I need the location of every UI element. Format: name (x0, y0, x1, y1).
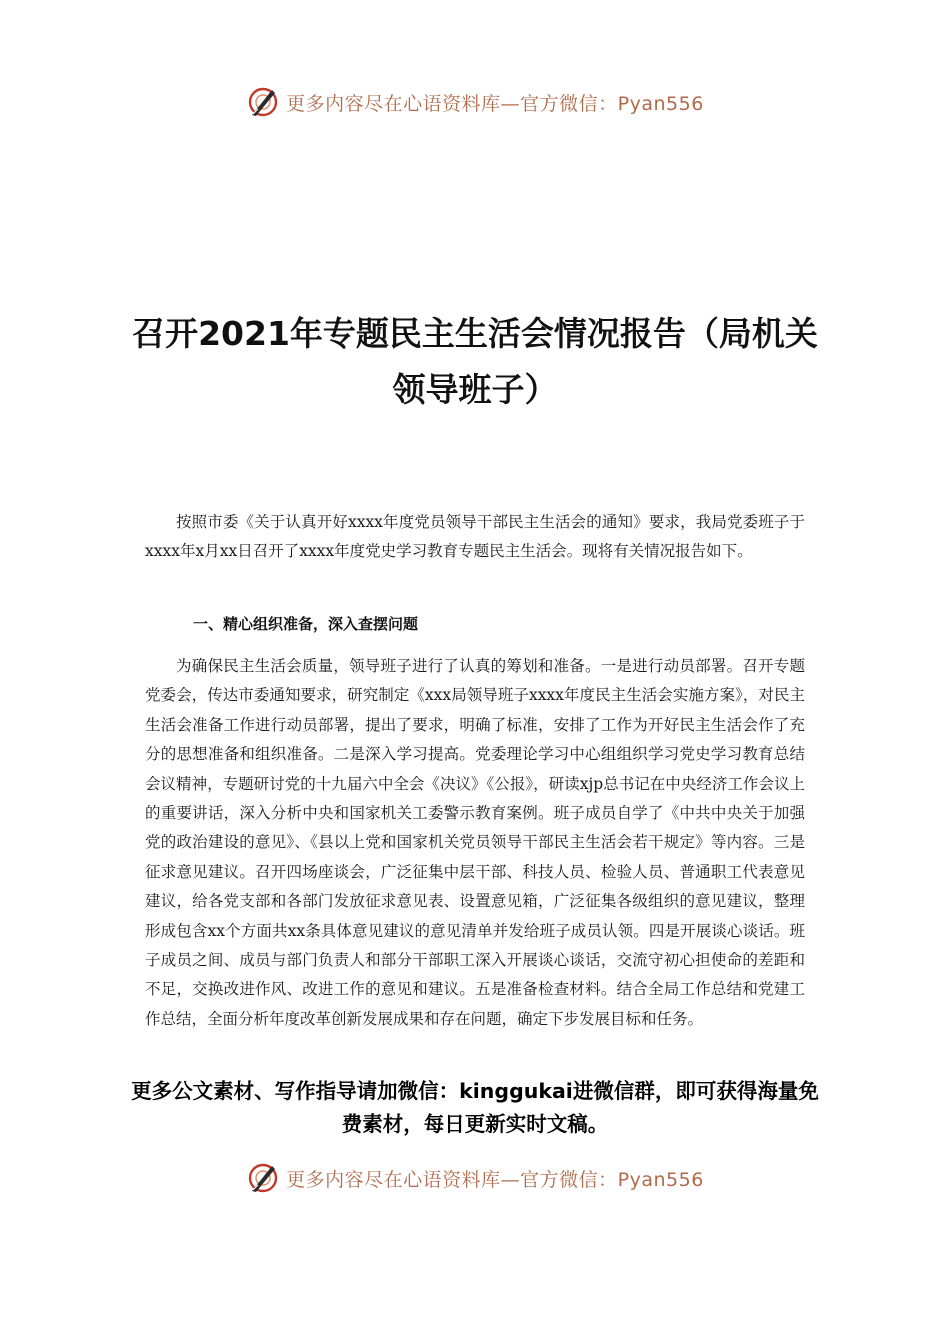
document-title: 召开2021年专题民主生活会情况报告（局机关领导班子） (132, 314, 818, 409)
promo-banner-text: 更多公文素材、写作指导请加微信：kinggukai进微信群，即可获得海量免费素材，每日更新实时文稿。 (131, 1079, 819, 1136)
quill-pen-logo-icon (246, 85, 280, 119)
watermark-text (286, 1165, 704, 1192)
intro-paragraph: 按照市委《关于认真开好xxxx年度党员领导干部民主生活会的通知》要求，我局党委班子于xxxx年x月xx日召开了xxxx年度党史学习教育专题民主生活会。现将有关情况报告如下。 (145, 513, 805, 561)
watermark-label: 更多内容尽在心语资料库—官方微信： (286, 92, 618, 115)
watermark-wechat-id: Pyan556 (617, 1168, 704, 1191)
watermark-text (286, 89, 704, 116)
header-watermark (0, 82, 950, 122)
quill-pen-logo-icon (246, 1161, 280, 1195)
section-1-heading: 一、精心组织准备，深入查摆问题 (193, 615, 419, 633)
watermark-wechat-id: Pyan556 (617, 92, 704, 115)
footer-watermark (0, 1158, 950, 1198)
watermark-label: 更多内容尽在心语资料库—官方微信： (286, 1168, 618, 1191)
section-1-paragraph: 为确保民主生活会质量，领导班子进行了认真的筹划和准备。一是进行动员部署。召开专题党委会，传达市委通知要求，研究制定《xxx局领导班子xxxx年度民主生活会实施方案》，对民主生活会准备工作进行动员部署，提出了要求，明确了标准，安排了工作为开好民主生活会作了充分的思想准备和组织准备。二是深入学习提高。党委理论学习中心组组织学习党史学习教育总结会议精神，专题研讨党的十九届六中全会《决议》《公报》，研读xjp总书记在中央经济工作会议上的重要讲话，深入分析中央和国家机关工委警示教育案例。班子成员自学了《中共中央关于加强党的政治建设的意见》、《县以上党和国家机关党员领导干部民主生活会若干规定》等内容。三是征求意见建议。召开四场座谈会，广泛征集中层干部、科技人员、检验人员、普通职工代表意见建议，给各党支部和各部门发放征求意见表、设置意见箱，广泛征集各级组织的意见建议，整理形成包含xx个方面共xx条具体意见建议的意见清单并发给班子成员认领。四是开展谈心谈话。班子成员之间、成员与部门负责人和部分干部职工深入开展谈心谈话，交流守初心担使命的差距和不足，交换改进作风、改进工作的意见和建议。五是准备检查材料。结合全局工作总结和党建工作总结，全面分析年度改革创新发展成果和存在问题，确定下步发展目标和任务。 (145, 657, 805, 1028)
